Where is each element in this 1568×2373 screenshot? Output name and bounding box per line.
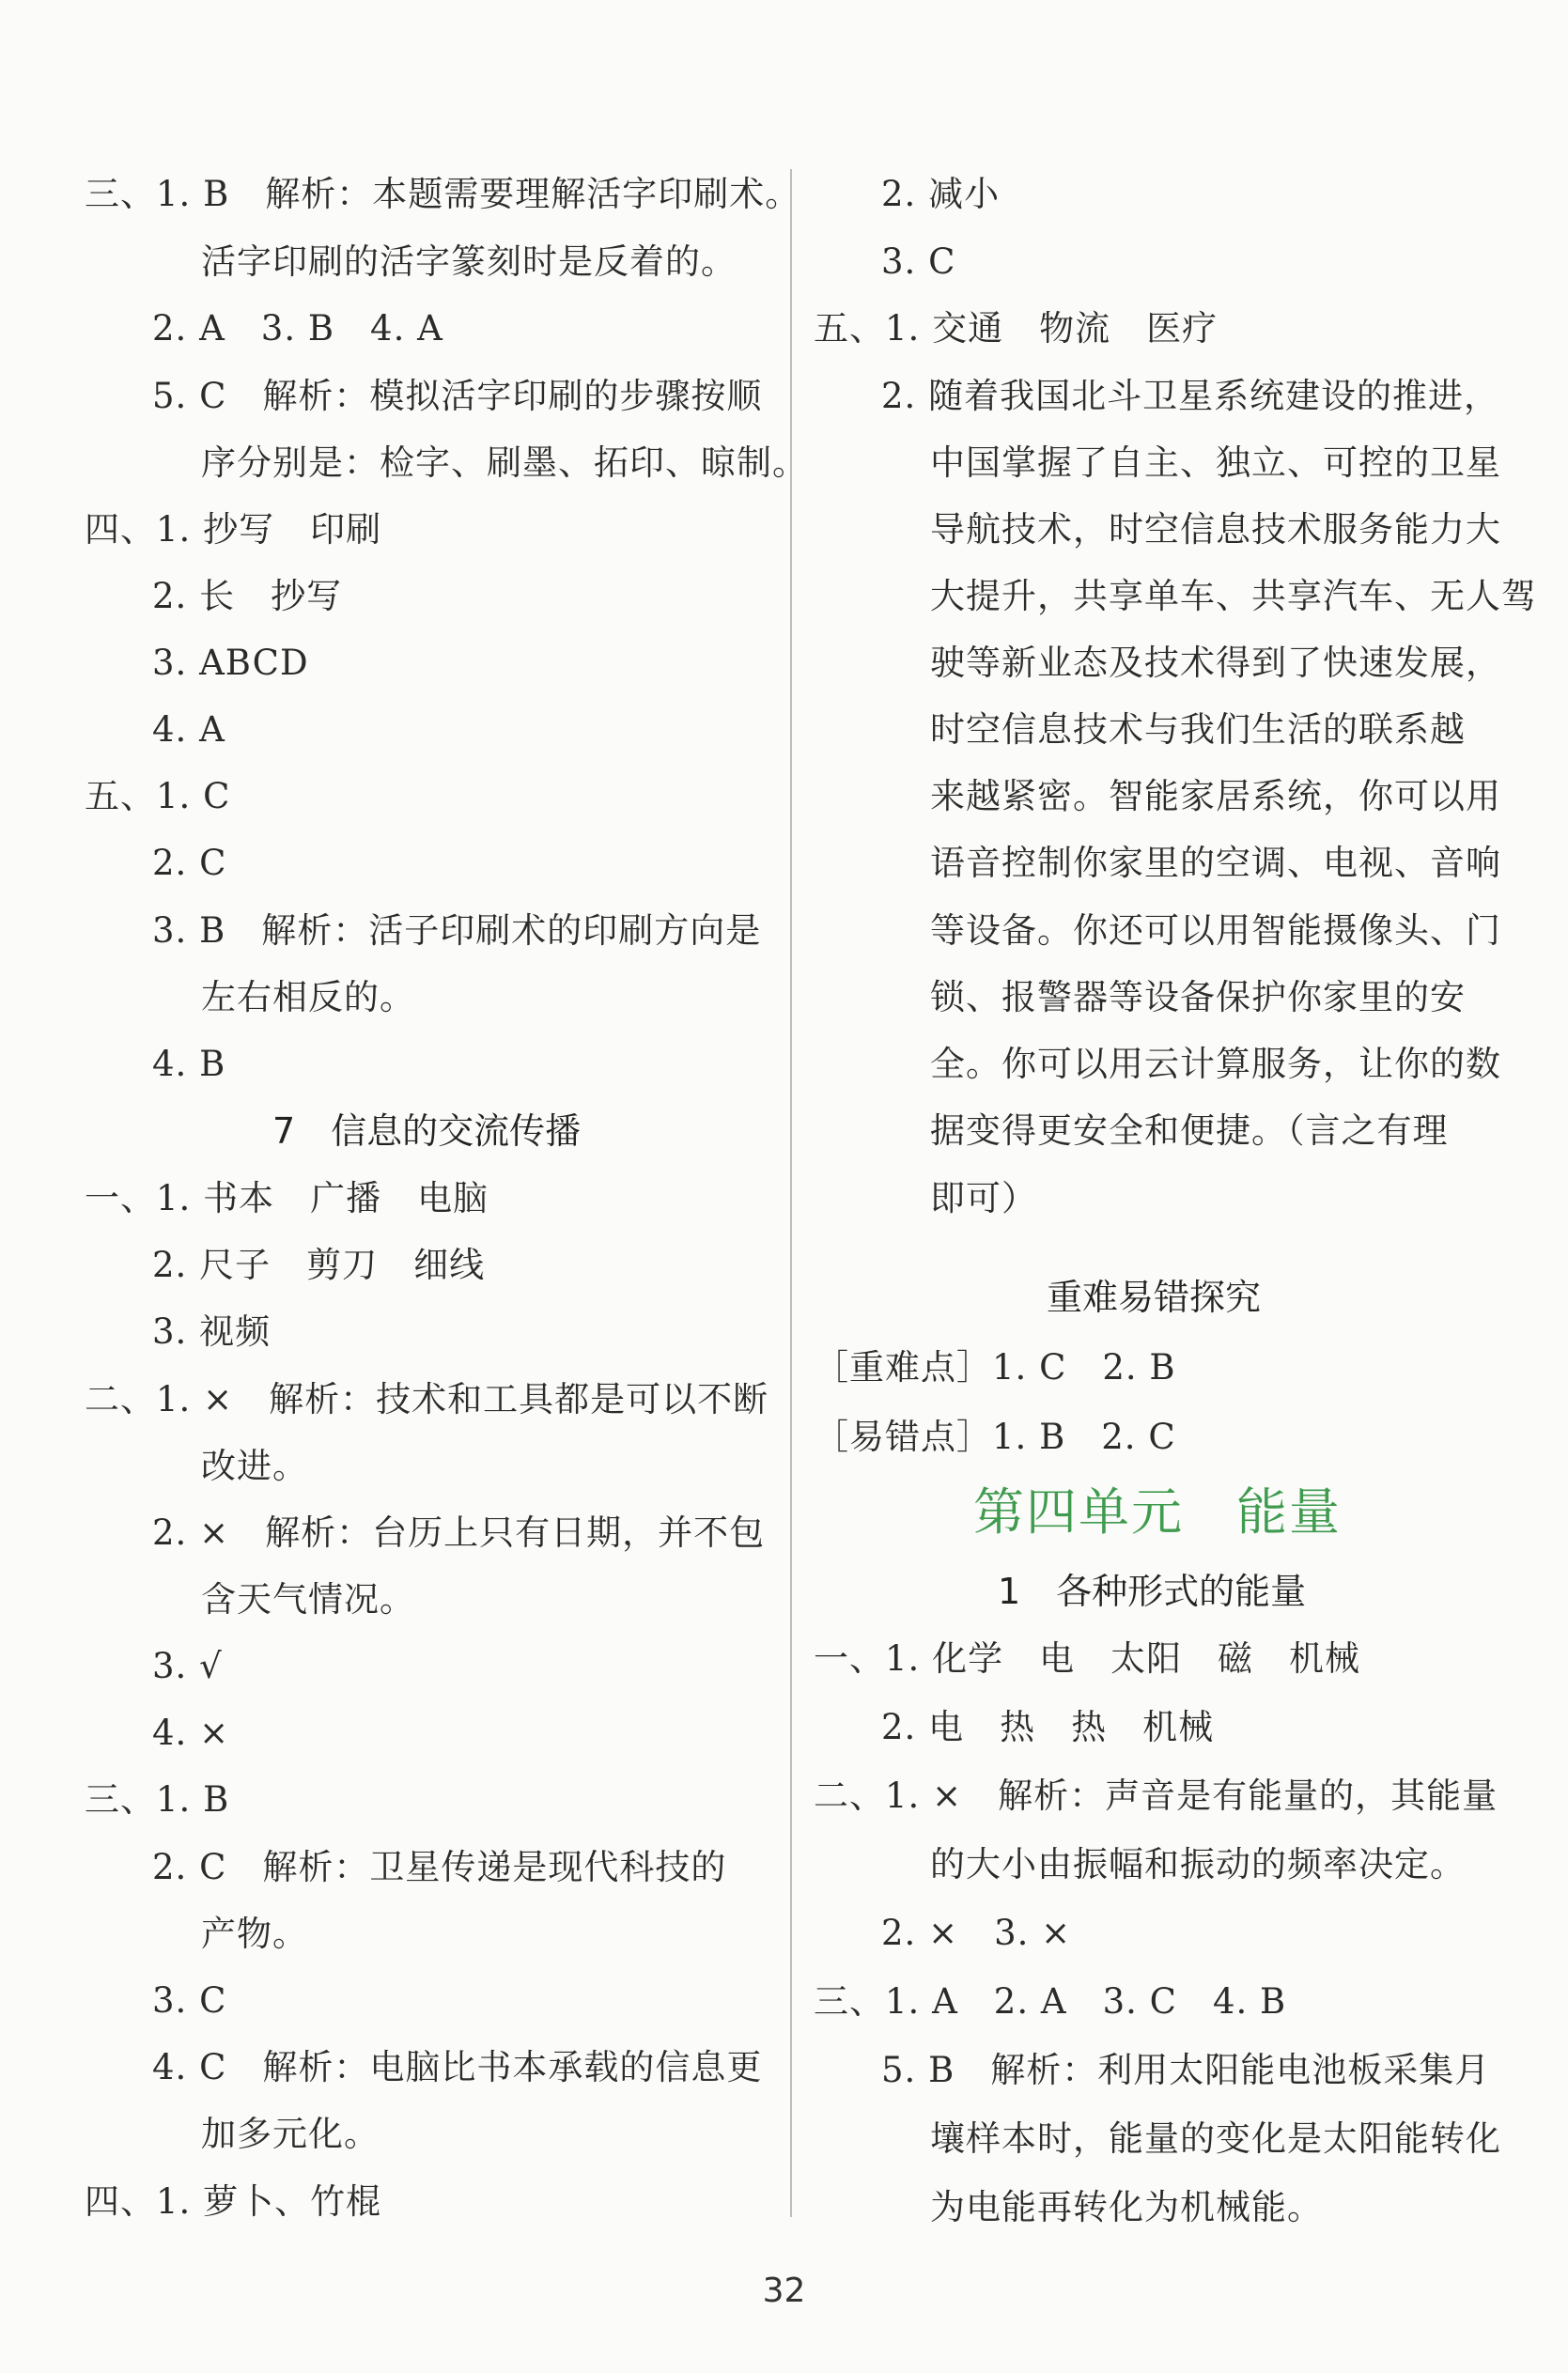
answer-line: 2. × 3. × (881, 1913, 1072, 1953)
section-title: 重难易错探究 (1047, 1277, 1262, 1318)
answer-line: 时空信息技术与我们生活的联系越 (930, 709, 1466, 750)
answer-line: 全。你可以用云计算服务，让你的数 (930, 1044, 1501, 1084)
section-title: 1 各种形式的能量 (998, 1571, 1307, 1612)
answer-line: 2. 尺子 剪刀 细线 (152, 1245, 486, 1285)
unit-title: 第四单元 能量 (973, 1482, 1342, 1542)
answer-line: 2. 长 抄写 (152, 576, 343, 616)
answer-line: 2. 减小 (881, 174, 1001, 214)
answer-line: 三、1. B (85, 1779, 230, 1820)
answer-line: 二、1. × 解析：声音是有能量的，其能量 (814, 1776, 1498, 1816)
answer-line: 2. A 3. B 4. A (152, 308, 443, 349)
answer-line: 大提升，共享单车、共享汽车、无人驾 (930, 576, 1537, 616)
answer-line: 中国掌握了自主、独立、可控的卫星 (930, 442, 1501, 483)
answer-line: 2. C 解析：卫星传递是现代科技的 (152, 1847, 727, 1887)
answer-line: 五、1. 交通 物流 医疗 (814, 308, 1219, 349)
answer-line: 产物。 (201, 1914, 308, 1954)
answer-line: 3. C (152, 1980, 227, 2021)
answer-line: 锁、报警器等设备保护你家里的安 (930, 977, 1466, 1017)
answer-line: 等设备。你还可以用智能摄像头、门 (930, 910, 1501, 951)
answer-line: 4. B (152, 1044, 226, 1084)
answer-line: 活字印刷的活字篆刻时是反着的。 (201, 241, 737, 282)
answer-line: 3. 视频 (152, 1311, 272, 1352)
answer-line: 一、1. 化学 电 太阳 磁 机械 (814, 1638, 1361, 1679)
answer-line: 一、1. 书本 广播 电脑 (85, 1178, 489, 1218)
answer-line: ［重难点］1. C 2. B (814, 1347, 1176, 1388)
answer-line: 序分别是：检字、刷墨、拓印、晾制。 (201, 442, 808, 483)
answer-line: ［易错点］1. B 2. C (814, 1417, 1176, 1457)
answer-line: 2. 电 热 热 机械 (881, 1707, 1215, 1747)
page-number: 32 (762, 2272, 806, 2310)
answer-line: 左右相反的。 (201, 977, 415, 1017)
answer-line: 4. × (152, 1713, 230, 1753)
answer-line: 5. B 解析：利用太阳能电池板采集月 (881, 2050, 1491, 2090)
answer-line: 4. C 解析：电脑比书本承载的信息更 (152, 2047, 763, 2087)
answer-line: 驶等新业态及技术得到了快速发展， (930, 643, 1501, 683)
answer-line: 三、1. A 2. A 3. C 4. B (814, 1981, 1287, 2022)
answer-line: 五、1. C (85, 776, 231, 816)
answer-line: 加多元化。 (201, 2114, 380, 2154)
answer-line: 来越紧密。智能家居系统，你可以用 (930, 776, 1501, 816)
answer-line: 5. C 解析：模拟活字印刷的步骤按顺 (152, 376, 763, 416)
answer-line: 壤样本时，能量的变化是太阳能转化 (930, 2118, 1501, 2159)
answer-line: 导航技术，时空信息技术服务能力大 (930, 509, 1501, 550)
answer-line: 据变得更安全和便捷。（言之有理 (930, 1110, 1449, 1151)
answer-line: 2. × 解析：台历上只有日期，并不包 (152, 1512, 766, 1553)
answer-line: 为电能再转化为机械能。 (930, 2187, 1323, 2227)
answer-line: 三、1. B 解析：本题需要理解活字印刷术。 (85, 174, 801, 214)
answer-line: 即可） (930, 1178, 1037, 1218)
section-title: 7 信息的交流传播 (272, 1110, 582, 1152)
answer-line: 2. C (152, 843, 227, 883)
answer-line: 四、1. 抄写 印刷 (85, 509, 382, 550)
answer-line: 3. C (881, 241, 956, 282)
answer-line: 4. A (152, 709, 225, 750)
answer-line: 四、1. 萝卜、竹棍 (85, 2181, 382, 2222)
answer-line: 3. B 解析：活子印刷术的印刷方向是 (152, 910, 762, 951)
answer-line: 3. ABCD (152, 643, 309, 683)
answer-line: 改进。 (201, 1446, 308, 1486)
answer-line: 语音控制你家里的空调、电视、音响 (930, 843, 1501, 883)
answer-line: 3. √ (152, 1646, 223, 1686)
answer-line: 的大小由振幅和振动的频率决定。 (930, 1844, 1466, 1884)
answer-line: 2. 随着我国北斗卫星系统建设的推进， (881, 376, 1500, 416)
answer-line: 含天气情况。 (201, 1579, 415, 1620)
answer-line: 二、1. × 解析：技术和工具都是可以不断 (85, 1379, 769, 1419)
